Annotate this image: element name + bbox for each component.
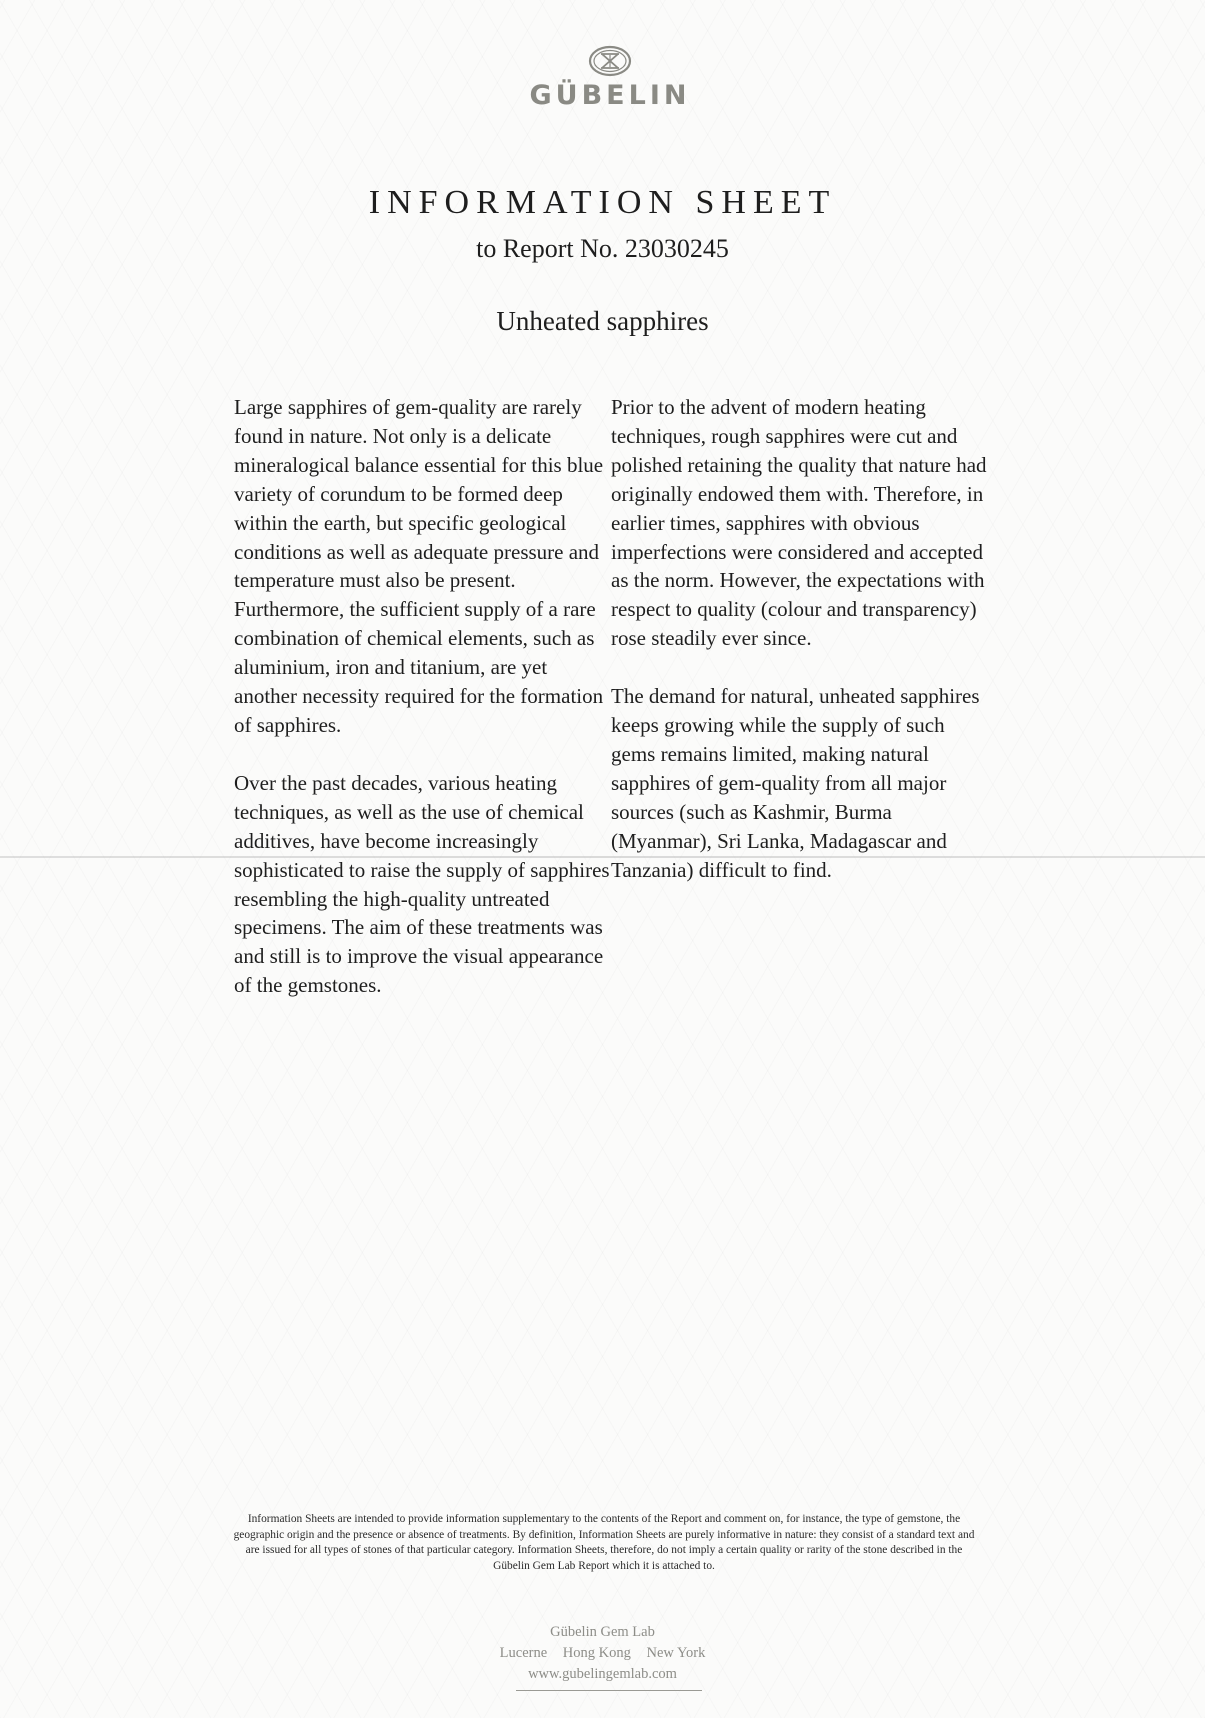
city-list [0, 1643, 1205, 1664]
gubelin-logo [500, 44, 720, 124]
paragraph-history: Prior to the advent of modern heating techniques, rough sapphires were cut and polished retaining the quality that nature had originally endowed them with. Therefore, in earlier times, sapphires with obvious imperfections were considered and accepted as the norm. However, the expectations with respect to quality (colour and transparency) rose steadily ever since. [611, 395, 987, 651]
paragraph-formation: Large sapphires of gem-quality are rarely found in nature. Not only is a delicate mineralogical balance essential for this blue variety of corundum to be formed deep within the earth, but specific geological conditions as well as adequate pressure and temperature must also be present. Furthermore, the sufficient supply of a rare combination of chemical elements, such as aluminium, iron and titanium, are yet another necessity required for the formation of sapphires. [234, 395, 604, 737]
disclaimer-text: Information Sheets are intended to provide information supplementary to the contents of the Report and comment on, for instance, the type of gemstone, the geographic origin and the presence or absence of treatments. By definition, Information Sheets are purely informative in nature: they consist of a standard text and are issued for all types of stones of that particular category. Information Sheets, therefore, do not imply a certain quality or rarity of the stone described in the Gübelin Gem Lab Report which it is attached to. [233, 1513, 975, 1572]
right-column [611, 393, 991, 914]
footer-underline [516, 1690, 702, 1691]
topic-heading: Unheated sapphires [496, 306, 709, 336]
city-hong-kong: Hong Kong [562, 1645, 631, 1661]
lab-name: Gübelin Gem Lab [550, 1624, 655, 1640]
website-link[interactable]: www.gubelingemlab.com [528, 1666, 677, 1682]
left-column [234, 393, 614, 1029]
paragraph-demand: The demand for natural, unheated sapphires keeps growing while the supply of such gems remains limited, making natural sapphires of gem-quality from all major sources (such as Kashmir, Burma (Myanmar), Sri Lanka, Madagascar and Tanzania) difficult to find. [611, 684, 980, 882]
paragraph-heating-techniques: Over the past decades, various heating techniques, as well as the use of chemical additives, have become increasingly sophisticated to raise the supply of sapphires resembling the high-quality untreated specimens. The aim of these treatments was and still is to improve the visual appearance of the gemstones. [234, 770, 610, 998]
report-number: to Report No. 23030245 [476, 234, 729, 263]
city-lucerne: Lucerne [499, 1645, 548, 1661]
gubelin-emblem-icon [588, 44, 632, 78]
footer [0, 1622, 1205, 1685]
logo-wordmark: GÜBELIN [529, 80, 691, 111]
page-title: INFORMATION SHEET [368, 184, 837, 221]
city-new-york: New York [646, 1645, 706, 1661]
